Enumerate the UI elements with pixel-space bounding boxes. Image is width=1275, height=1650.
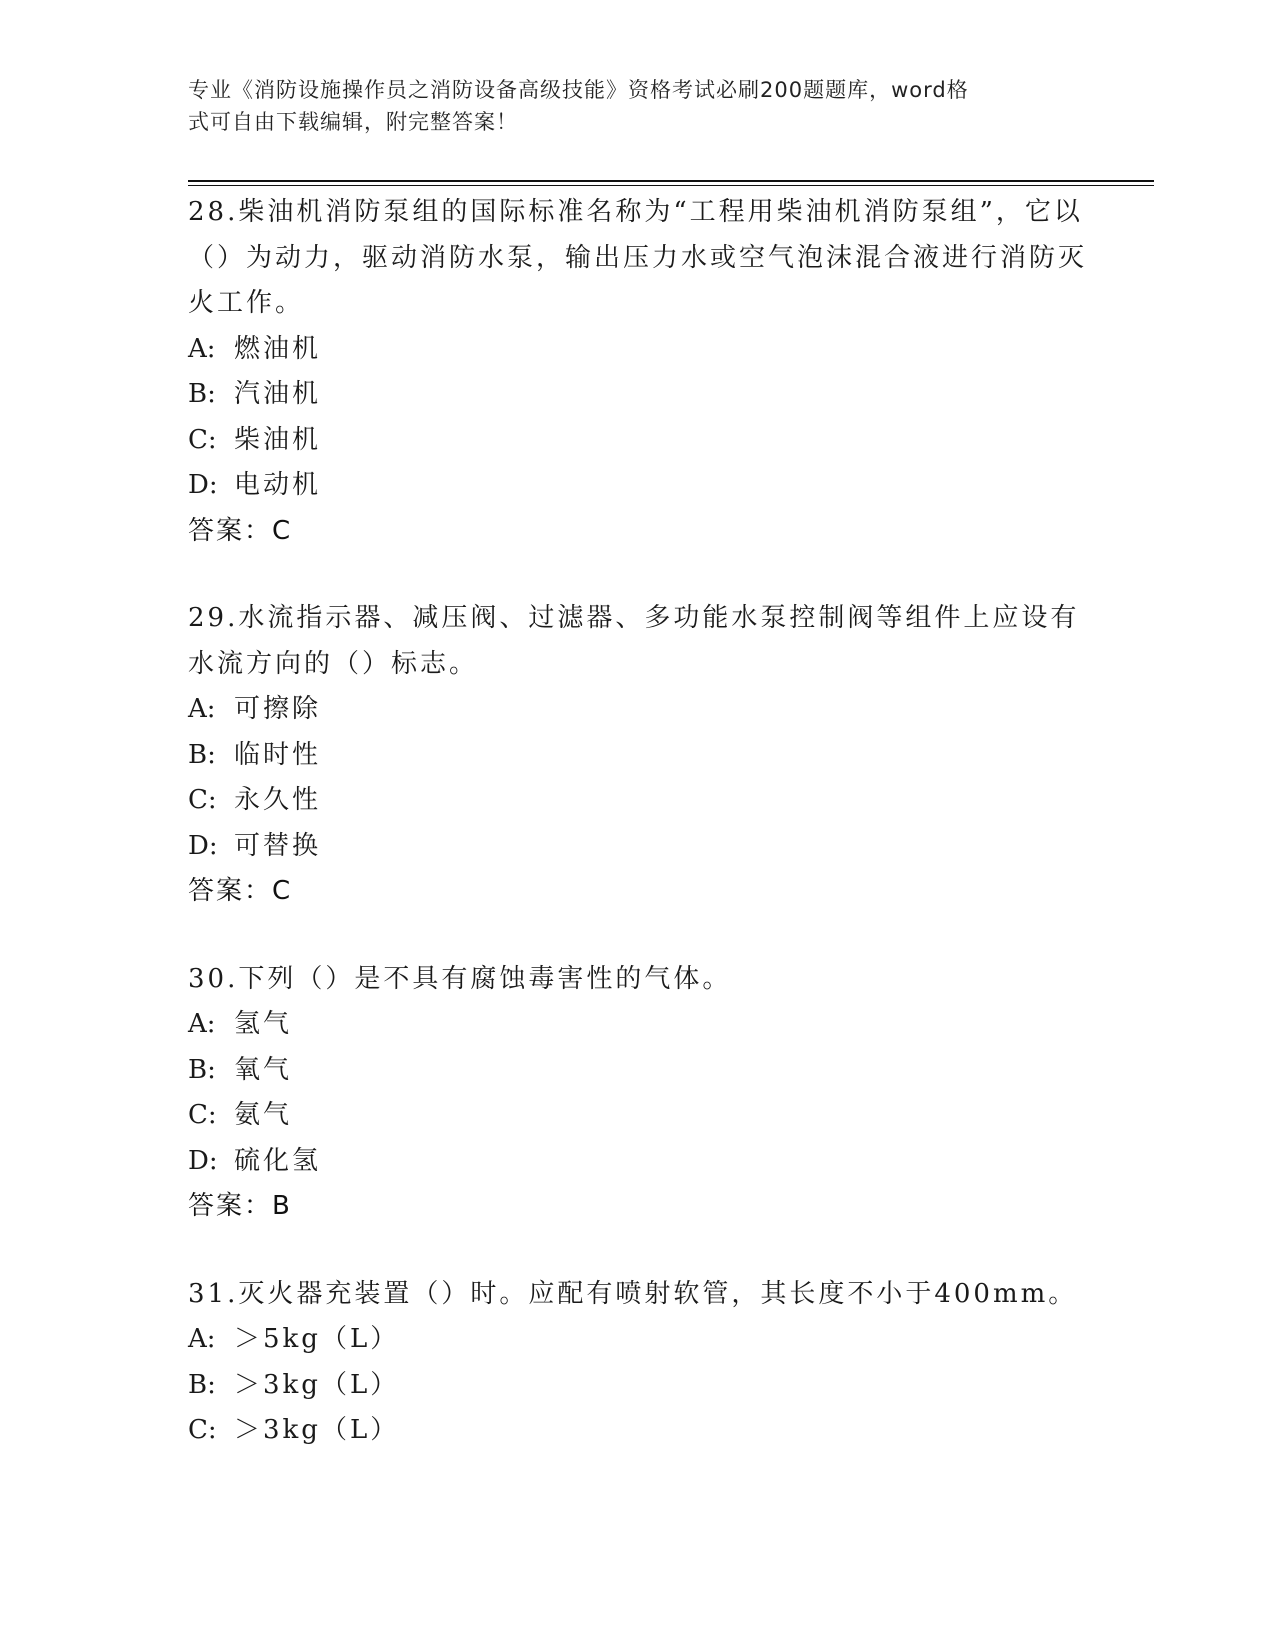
option-letter: C:	[188, 785, 217, 815]
question-29	[188, 596, 1088, 915]
option-letter: C:	[188, 1415, 217, 1445]
option-b	[188, 733, 1088, 779]
question-text: 28.柴油机消防泵组的国际标准名称为“工程用柴油机消防泵组”，它以（）为动力，驱动消防水泵，输出压力水或空气泡沫混合液进行消防灭火工作。	[188, 197, 1088, 318]
option-c	[188, 418, 1088, 464]
question-text: 30.下列（）是不具有腐蚀毒害性的气体。	[188, 963, 732, 994]
option-b	[188, 1363, 1088, 1409]
answer-label: 答案：B	[188, 1191, 292, 1221]
option-text: 临时性	[234, 739, 322, 770]
option-letter: A:	[188, 694, 216, 724]
option-c	[188, 1093, 1088, 1139]
question-text: 29.水流指示器、减压阀、过滤器、多功能水泵控制阀等组件上应设有水流方向的（）标志。	[188, 603, 1080, 679]
header-divider-top	[188, 180, 1154, 182]
option-text: ＞3kg（L）	[234, 1369, 400, 1400]
option-text: 氨气	[234, 1100, 293, 1130]
option-b	[188, 1048, 1088, 1094]
question-text: 31.灭火器充装置（）时。应配有喷射软管，其长度不小于400mm。	[188, 1278, 1078, 1309]
question-28	[188, 190, 1088, 554]
document-header	[188, 74, 1068, 138]
option-letter: C:	[188, 1100, 217, 1130]
option-letter: A:	[188, 333, 216, 364]
header-line-1: 专业《消防设施操作员之消防设备高级技能》资格考试必刷200题题库，word格	[188, 78, 969, 102]
option-text: 燃油机	[234, 333, 322, 364]
option-text: 可擦除	[234, 694, 322, 724]
option-b	[188, 372, 1088, 418]
option-text: 可替换	[234, 830, 322, 861]
header-line-2: 式可自由下载编辑，附完整答案！	[188, 110, 518, 134]
question-31	[188, 1272, 1088, 1454]
option-a	[188, 1317, 1088, 1363]
option-text: ＞3kg（L）	[234, 1415, 400, 1445]
option-text: 永久性	[234, 785, 322, 815]
option-letter: D:	[188, 1145, 218, 1176]
option-text: 氢气	[234, 1009, 293, 1039]
option-letter: C:	[188, 424, 217, 455]
option-text: 硫化氢	[234, 1145, 322, 1176]
option-letter: B:	[188, 1369, 216, 1400]
option-d	[188, 463, 1088, 509]
answer-label: 答案：C	[188, 515, 293, 546]
question-list	[188, 190, 1088, 1496]
question-30	[188, 957, 1088, 1230]
option-text: 电动机	[234, 470, 322, 500]
option-letter: B:	[188, 739, 216, 770]
option-text: 汽油机	[234, 379, 322, 409]
option-c	[188, 778, 1088, 824]
option-text: ＞5kg（L）	[234, 1324, 400, 1354]
option-letter: B:	[188, 1054, 216, 1085]
option-d	[188, 1139, 1088, 1185]
answer-label: 答案：C	[188, 876, 293, 906]
option-a	[188, 687, 1088, 733]
option-text: 柴油机	[234, 424, 322, 455]
option-a	[188, 1002, 1088, 1048]
option-letter: D:	[188, 830, 218, 861]
option-letter: B:	[188, 379, 216, 409]
option-letter: A:	[188, 1009, 216, 1039]
option-c	[188, 1408, 1088, 1454]
option-letter: A:	[188, 1324, 216, 1354]
option-text: 氧气	[234, 1054, 293, 1085]
option-a	[188, 327, 1088, 373]
option-d	[188, 824, 1088, 870]
option-letter: D:	[188, 470, 218, 500]
header-divider-bottom	[188, 185, 1154, 186]
